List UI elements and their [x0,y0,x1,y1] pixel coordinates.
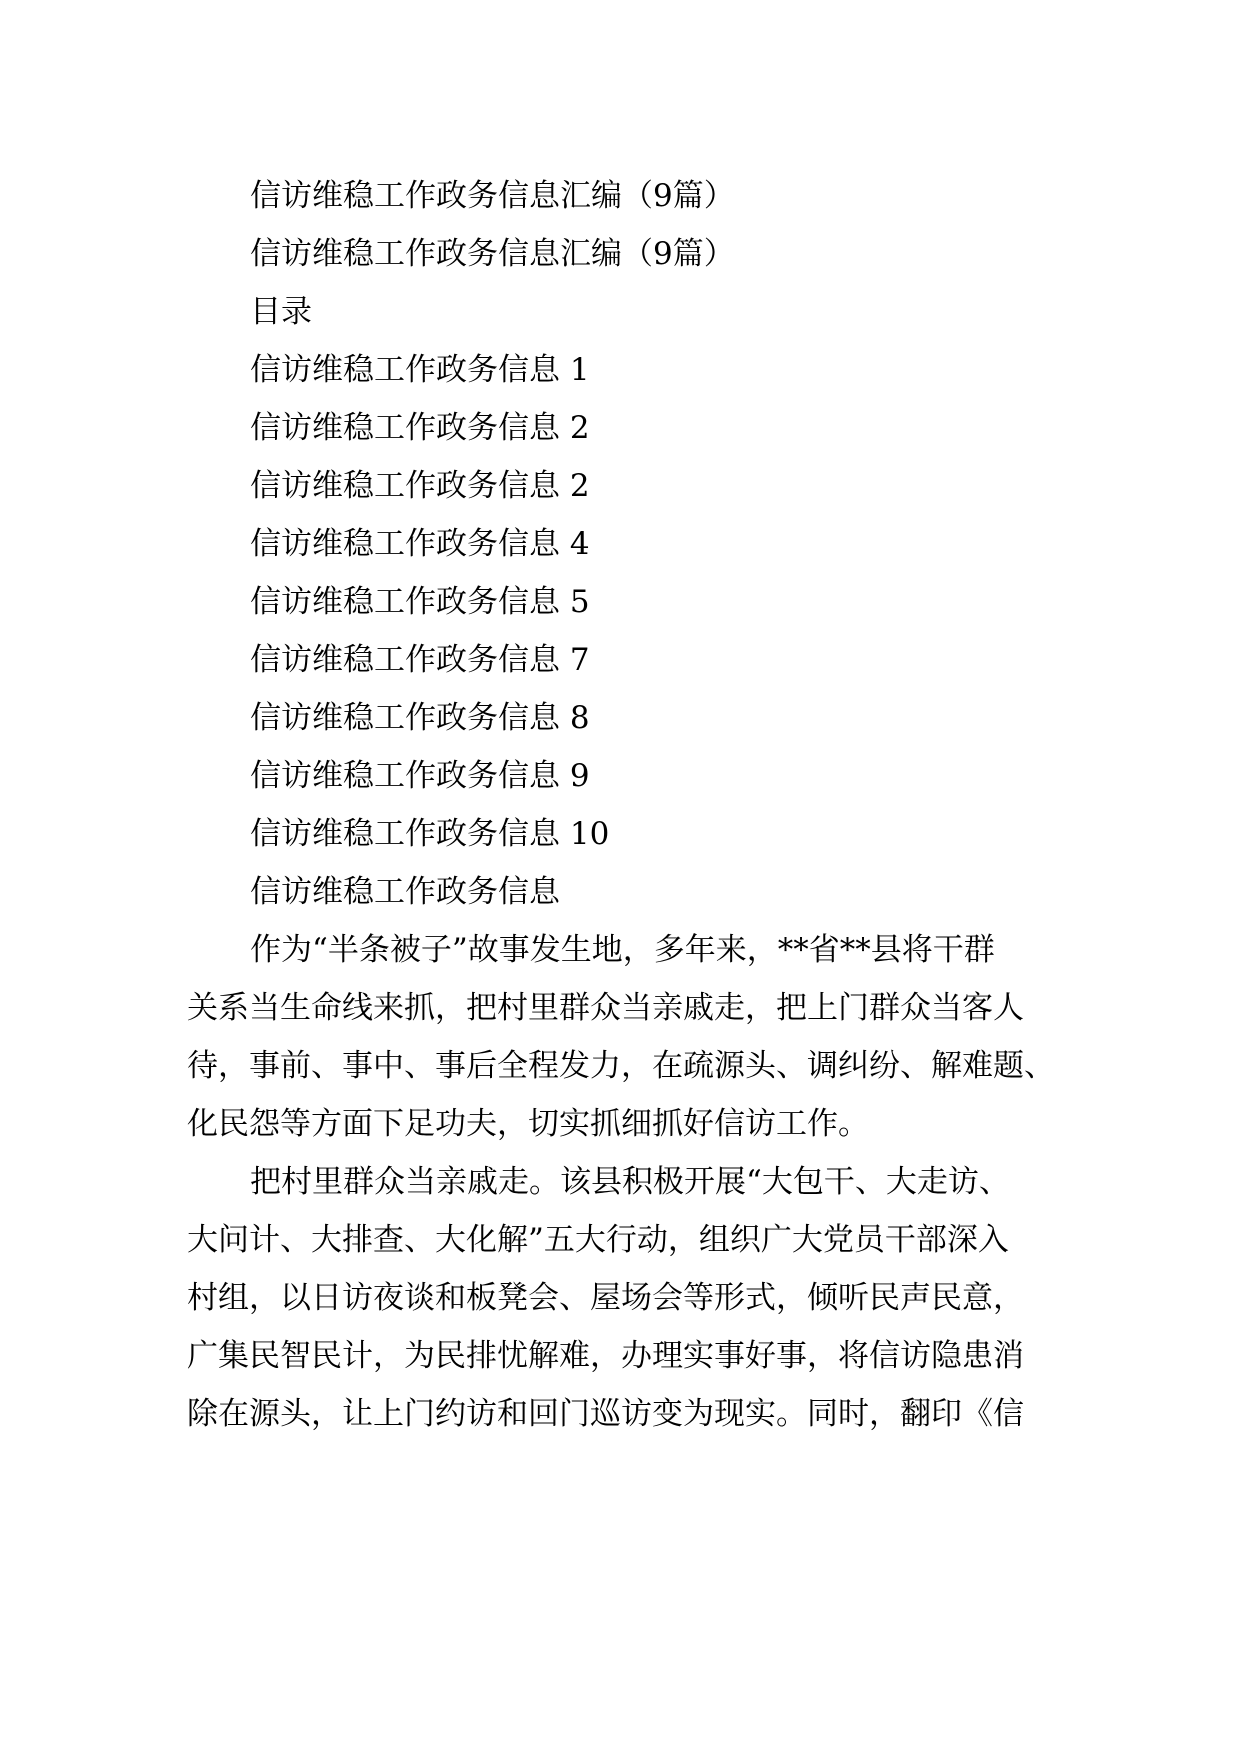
section-heading: 信访维稳工作政务信息 [250,874,560,910]
toc-heading: 目录 [250,294,312,330]
paragraph-line: 大问计、大排查、大化解”五大行动，组织广大党员干部深入 [187,1222,1009,1258]
paragraph-line: 待，事前、事中、事后全程发力，在疏源头、调纠纷、解难题、 [187,1048,1055,1084]
toc-item: 信访维稳工作政务信息 1 [250,352,590,388]
paragraph-line: 关系当生命线来抓，把村里群众当亲戚走，把上门群众当客人 [187,990,1024,1026]
paragraph-line: 村组，以日访夜谈和板凳会、屋场会等形式，倾听民声民意， [187,1280,1024,1316]
toc-item: 信访维稳工作政务信息 9 [250,758,590,794]
paragraph-line: 除在源头，让上门约访和回门巡访变为现实。同时，翻印《信 [187,1396,1024,1432]
toc-item: 信访维稳工作政务信息 10 [250,816,610,852]
document-title-repeat: 信访维稳工作政务信息汇编（9篇） [250,236,735,272]
toc-item: 信访维稳工作政务信息 7 [250,642,590,678]
toc-item: 信访维稳工作政务信息 8 [250,700,590,736]
paragraph-line: 作为“半条被子”故事发生地，多年来，**省**县将干群 [250,932,995,968]
toc-item: 信访维稳工作政务信息 4 [250,526,590,562]
paragraph-line: 化民怨等方面下足功夫，切实抓细抓好信访工作。 [187,1106,869,1142]
toc-item: 信访维稳工作政务信息 2 [250,410,590,446]
paragraph-line: 把村里群众当亲戚走。该县积极开展“大包干、大走访、 [250,1164,1010,1200]
toc-item: 信访维稳工作政务信息 2 [250,468,590,504]
toc-item: 信访维稳工作政务信息 5 [250,584,590,620]
document-title: 信访维稳工作政务信息汇编（9篇） [250,178,735,214]
paragraph-line: 广集民智民计，为民排忧解难，办理实事好事，将信访隐患消 [187,1338,1024,1374]
